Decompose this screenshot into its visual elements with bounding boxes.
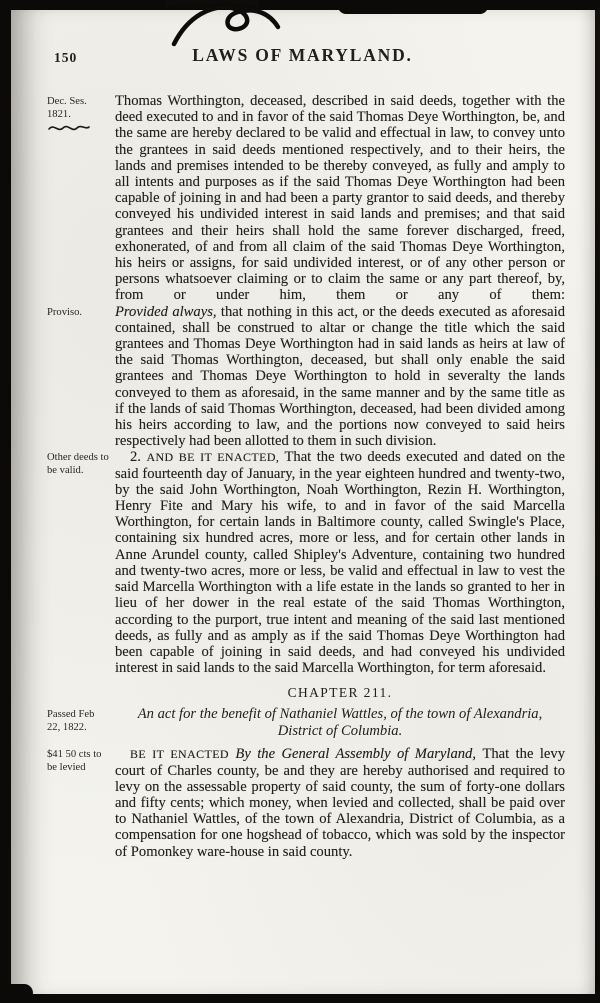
act-title: An act for the benefit of Nathaniel Wattles, of the town of Alexandria, District of Columbia. xyxy=(137,706,543,740)
margin-note-proviso xyxy=(47,304,115,450)
act-body-row xyxy=(47,746,565,859)
scan-edge-left xyxy=(0,0,11,1003)
margin-note-passed xyxy=(47,706,115,740)
statute-section-2 xyxy=(47,449,565,676)
scan-edge-bottom xyxy=(0,994,600,1003)
margin-note-text: Dec. Ses. 1821. xyxy=(47,96,87,120)
act-paragraph xyxy=(115,746,565,859)
statute-section-continuation xyxy=(47,93,565,304)
margin-note-levy xyxy=(47,746,115,859)
margin-note-session xyxy=(47,93,115,304)
proviso-lead: Provided always, xyxy=(115,303,217,320)
margin-note-other-deeds xyxy=(47,449,115,676)
scan-edge-top-blob xyxy=(338,6,488,14)
margin-note-spacer xyxy=(47,685,115,701)
statute-paragraph xyxy=(115,304,565,450)
scan-edge-top xyxy=(0,0,600,10)
page-content xyxy=(47,93,565,860)
section-body: That the two deeds executed and dated on the said fourteenth day of January, in the year eighteen hundred and twenty-two, by the said John Worthington, Noah Worthington, Rezin H. Worthington, Henry Fite and Mary his wife, to and in favor of the said Marcella Worthington, for certain lands in Baltimore county, called Swingle's Place, containing six hundred acres, more or less, and for certain other lands in Anne Arundel county, called Shipley's Adventure, containing two hundred and twenty-two acres, more or less, be valid and effectual in law to vest the said Marcella Worthington with a life estate in the lands so granted to her in lieu of her dower in the real estate of the said Thomas Worthington, according to the purport, true intent and meaning of the said last mentioned deeds, as fully and as amply as if the said Thomas Deye Worthington had been capable of joining in said deeds, and had conveyed his undivided interest in said lands to the said Marcella Worthington, for term aforesaid. xyxy=(115,449,565,677)
statute-paragraph: Thomas Worthington, deceased, described in said deeds, together with the deed executed to and in favor of the said Thomas Deye Worthington, be, and the same are hereby declared to be valid and effectual in law, to convey unto the grantees in said deeds mentioned respectively, and to their heirs, the lands and premises intended to be thereby conveyed, as fully and amply to all intents and purposes as if the said Thomas Deye Worthington had been capable of joining in and had been a party grantor to said deeds, and thereby conveyed his undivided interest in said lands and premises; and that said grantees and their heirs shall hold the same forever discharged, freed, exhonerated, of and from all claim of the said Thomas Deye Worthington, his heirs or assigns, for said undivided interest, or of any other person or persons whatsoever claiming or to claim the same or any part thereof, by, from or under him, them or any of them: xyxy=(115,93,565,304)
enacting-clause: AND BE IT ENACTED, xyxy=(146,450,280,465)
enacting-clause: BE IT ENACTED xyxy=(130,747,229,762)
margin-note-text: Other deeds to be valid. xyxy=(47,452,109,476)
running-title: LAWS OF MARYLAND. xyxy=(192,45,413,65)
margin-note-text: Passed Feb 22, 1822. xyxy=(47,709,95,733)
chapter-heading-row xyxy=(47,685,565,701)
chapter-heading: CHAPTER 211. xyxy=(287,685,393,701)
scan-corner-bottom-left xyxy=(9,984,33,996)
statute-section-proviso xyxy=(47,304,565,450)
margin-note-text: Proviso. xyxy=(47,306,83,318)
page-header xyxy=(10,47,595,71)
squiggle-flourish-icon xyxy=(47,122,91,134)
statute-paragraph xyxy=(115,449,565,676)
margin-note-text: $41 50 cts to be levied xyxy=(47,749,102,773)
ink-flourish-icon xyxy=(166,0,284,50)
act-body-text: That the levy court of Charles county, be and they are hereby authorised and required to levy on the assessable property of said county, the sum of forty-one dollars and fifty cents; which money, when levied and collected, shall be paid over to Nathaniel Wattles, of the town of Alexandria, District of Columbia, as a compensation for one hogshead of tobacco, which was sold by the inspector of Pomonkey ware-house in said county. xyxy=(115,746,565,860)
page-number: 150 xyxy=(54,50,78,65)
scan-edge-right xyxy=(595,0,600,1003)
general-assembly-phrase: By the General Assembly of Maryland, xyxy=(228,746,483,763)
proviso-body: that nothing in this act, or the deeds executed as aforesaid contained, shall be construed to altar or change the title which the said grantees and Thomas Deye Worthington had in said lands as heirs at law of the said Thomas Worthington, deceased, but shall only enable the said grantees and Thomas Deye Worthington to hold in severalty the lands conveyed to them as aforesaid, in the same manner and by the same title as if the lands of said Thomas Worthington, deceased, had been divided among his heirs according to law, and the portions now conveyed to said heirs respectively had been allotted to them in such division. xyxy=(115,303,565,450)
book-page xyxy=(10,9,595,996)
act-title-row xyxy=(47,706,565,740)
section-number: 2. xyxy=(130,449,147,466)
